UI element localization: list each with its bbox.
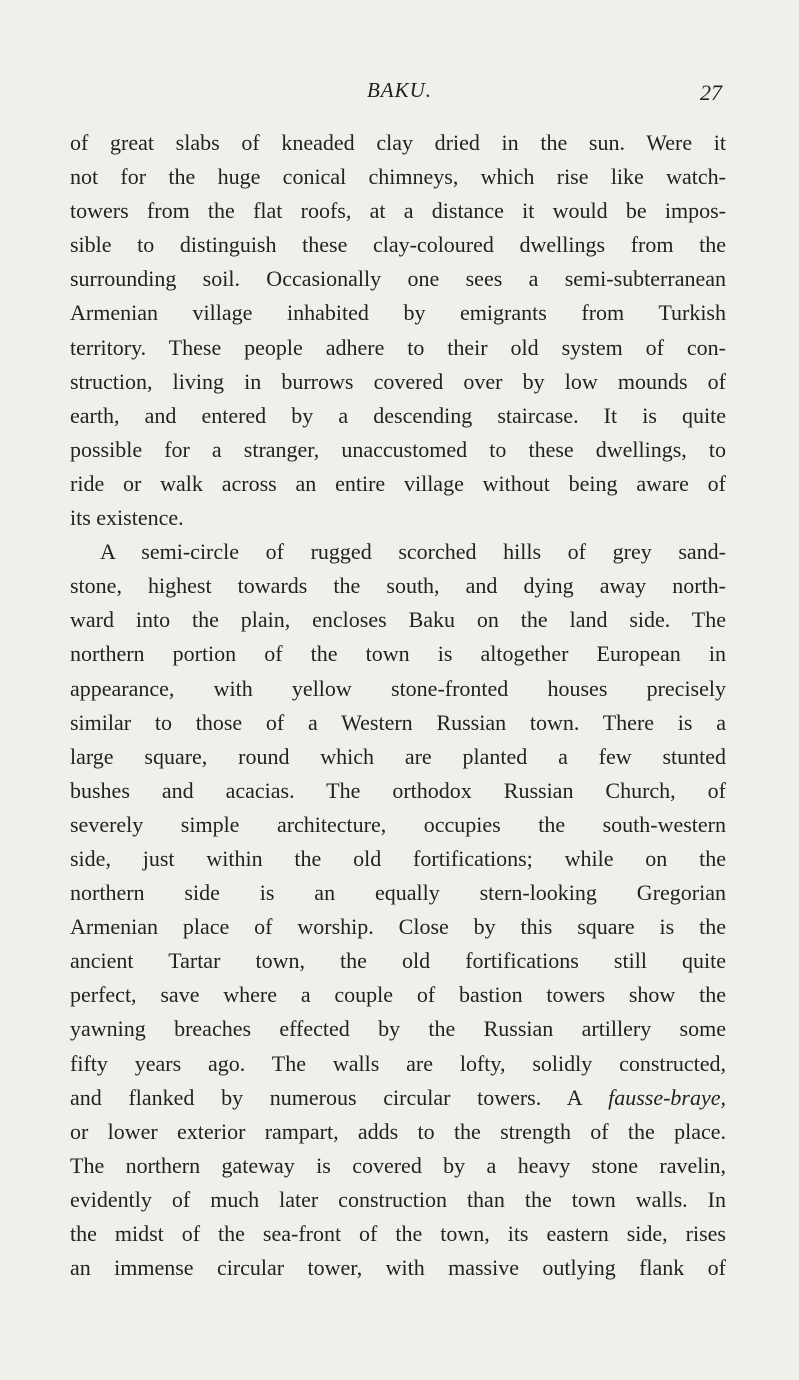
text-line: struction, living in burrows covered over by low mounds of [70,368,726,394]
text-line: or lower exterior rampart, adds to the strength of the place. [70,1118,726,1144]
text-line: ancient Tartar town, the old fortifications still quite [70,948,726,974]
text-line: sible to distinguish these clay-coloured dwellings from the [70,232,726,258]
italic-term: fausse-braye, [608,1084,726,1110]
text-line: evidently of much later construction than the town walls. In [70,1186,726,1212]
text-line: ward into the plain, encloses Baku on the land side. The [70,607,726,633]
text-line: similar to those of a Western Russian town. There is a [70,709,726,735]
text-line: bushes and acacias. The orthodox Russian Church, of [70,777,726,803]
text-line: northern side is an equally stern-looking Gregorian [70,880,726,906]
text-line: northern portion of the town is altogether European in [70,641,726,667]
text-line: possible for a stranger, unaccustomed to these dwellings, to [70,436,726,462]
text-line: side, just within the old fortifications; while on the [70,845,726,871]
paragraph-first-line: A semi-circle of rugged scorched hills of grey sand- [100,539,726,565]
text-line: severely simple architecture, occupies the south-western [70,811,726,837]
text-line: the midst of the sea-front of the town, its eastern side, rises [70,1221,726,1246]
text-line: fifty years ago. The walls are lofty, solidly constructed, [70,1050,726,1076]
text-line: territory. These people adhere to their old system of con- [70,334,726,360]
text-line: an immense circular tower, with massive outlying flank of [70,1255,726,1281]
text-line: Armenian place of worship. Close by this square is the [70,914,726,940]
text-line: yawning breaches effected by the Russian artillery some [70,1016,726,1042]
text-line: surrounding soil. Occasionally one sees a semi-subterranean [70,266,726,292]
text-line: stone, highest towards the south, and dying away north- [70,573,726,599]
text-line: earth, and entered by a descending staircase. It is quite [70,402,726,428]
running-title: BAKU. [366,78,433,102]
body-text [70,126,726,1285]
text-line: towers from the flat roofs, at a distance it would be impos- [70,198,726,224]
text-line: large square, round which are planted a few stunted [70,743,726,769]
text-line: of great slabs of kneaded clay dried in the sun. Were it [70,130,726,155]
text-line: ride or walk across an entire village without being aware of [70,470,726,496]
text-line: its existence. [70,505,184,531]
text-line: not for the huge conical chimneys, which rise like watch- [70,164,726,190]
text-line: Armenian village inhabited by emigrants from Turkish [70,300,726,326]
text-line: perfect, save where a couple of bastion towers show the [70,982,726,1008]
text-line-with-italic [70,1081,726,1115]
page-number: 27 [700,80,722,105]
text-line: appearance, with yellow stone-fronted houses precisely [70,675,726,701]
text-segment: and flanked by numerous circular towers. A [70,1084,609,1110]
running-header [0,78,799,108]
text-line: The northern gateway is covered by a heavy stone ravelin, [70,1152,726,1178]
